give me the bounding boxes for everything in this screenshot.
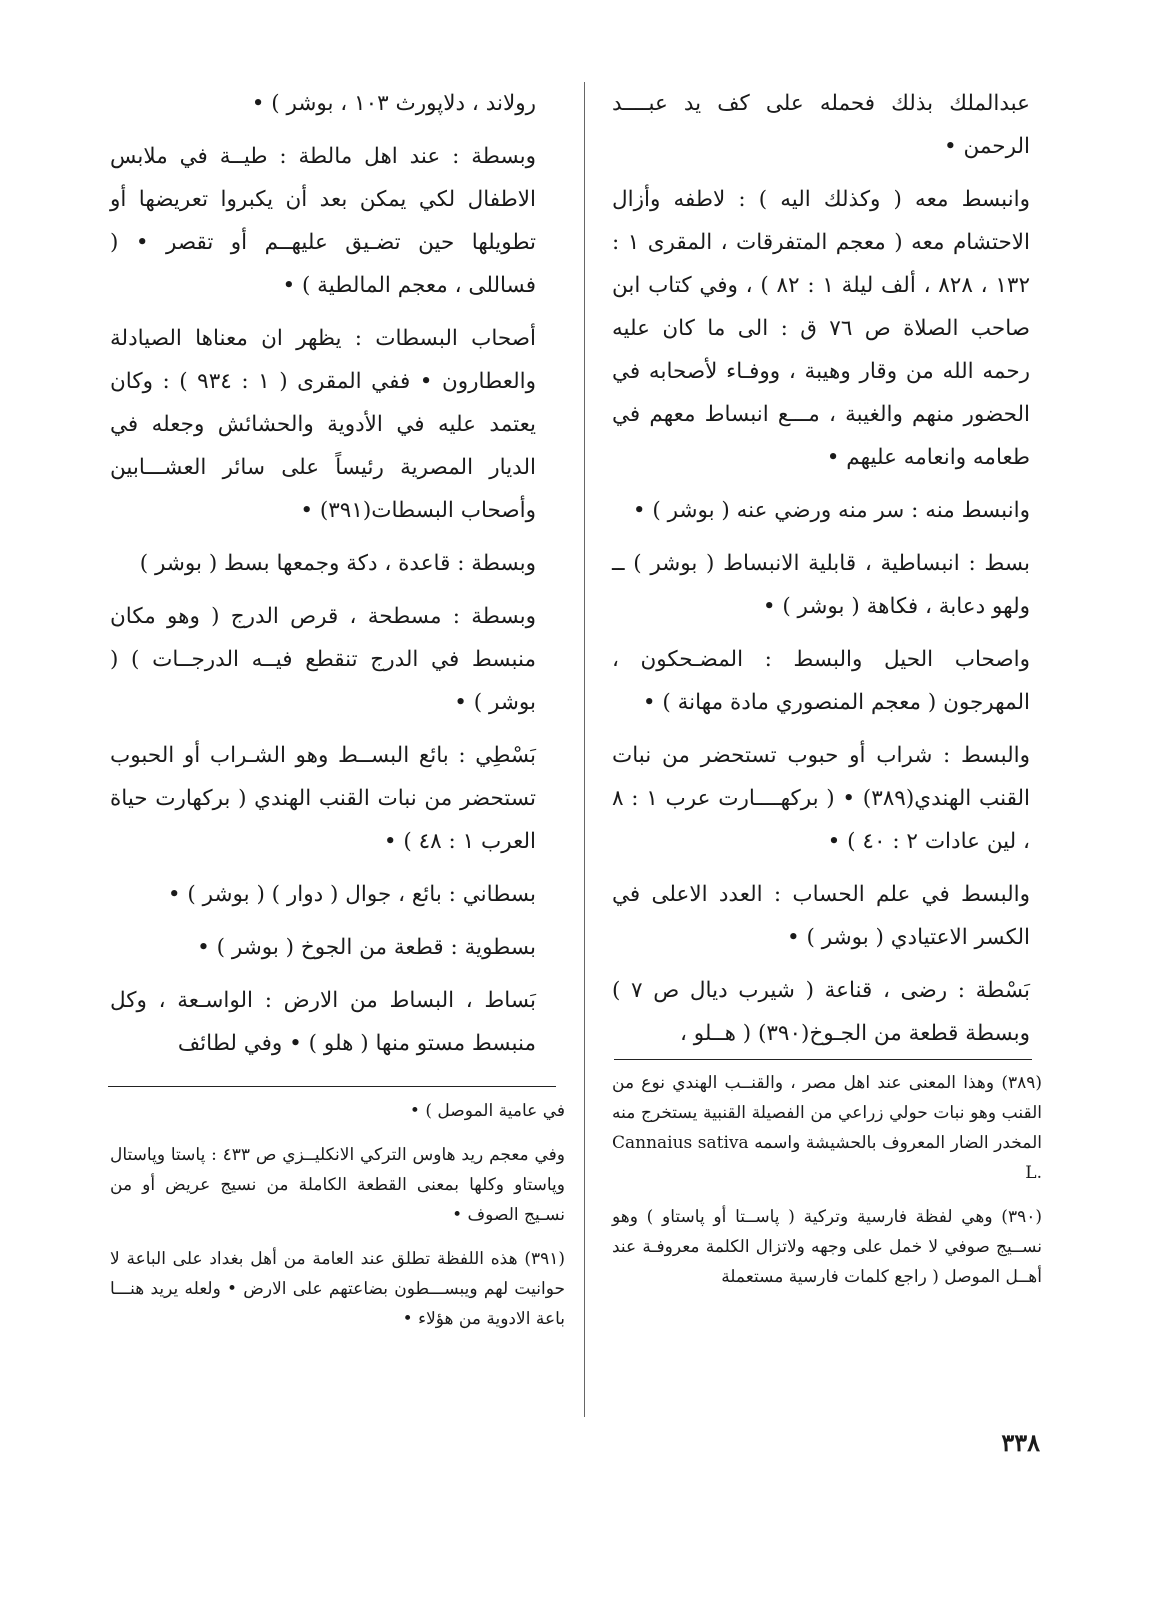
entry-paragraph: بسطوية : قطعة من الجوخ ( بوشر ) •	[197, 935, 536, 960]
entry-paragraph: بَساط ، البساط من الارض : الواسـعة ، وكل منبسط مستو منها ( هلو ) • وفي لطائف	[110, 988, 536, 1056]
footnotes-left	[110, 1096, 565, 1348]
entry-paragraph: والبسط في علم الحساب : العدد الاعلى في الكسر الاعتيادي ( بوشر ) •	[612, 882, 1030, 950]
footnote-separator-right	[614, 1059, 1032, 1060]
entry-paragraph: واصحاب الحيل والبسط : المضـحكون ، المهرجون ( معجم المنصوري مادة مهانة ) •	[612, 647, 1030, 715]
entry-paragraph: عبدالملك بذلك فحمله على كف يد عبــــد الرحمن •	[612, 91, 1030, 159]
left-column	[110, 82, 536, 1075]
footnote-continuation: في عامية الموصل ) •	[409, 1101, 565, 1121]
entry-paragraph: بَسْطِي : بائع البســط وهو الشـراب أو الحبوب تستحضر من نبات القنب الهندي ( بركهارت حياة العرب ١ : ٤٨ ) •	[110, 743, 536, 854]
footnote-text: (٣٨٩) وهذا المعنى عند اهل مصر ، والقنــب الهندي نوع من القنب وهو نبات حولي زراعي من الفصيلة القنبية يستخرج منه المخدر الضار المعروف بالحشيشة واسمه	[612, 1073, 1043, 1153]
entry-paragraph: والبسط : شراب أو حبوب تستحضر من نبات القنب الهندي(٣٨٩) • ( بركهــــارت عرب ١ : ٨ ، لين عادات ٢ : ٤٠ ) •	[612, 743, 1031, 854]
entry-paragraph: رولاند ، دلاپورث ١٠٣ ، بوشر ) •	[251, 91, 536, 116]
right-column	[612, 82, 1030, 1065]
column-divider	[584, 82, 585, 1417]
page-number: ٣٣٨	[1001, 1428, 1040, 1457]
entry-paragraph: وبسطة : مسطحة ، قرص الدرج ( وهو مكان منبسط في الدرج تنقطع فيــه الدرجــات ) ( بوشر ) •	[110, 604, 536, 715]
entry-paragraph: وبسطة : عند اهل مالطة : طيــة في ملابس الاطفال لكي يمكن بعد أن يكبروا تعريضها أو تطويلها حين تضـيق عليهــم أو تقصر • ( فساللى ، معجم المالطية ) •	[110, 144, 536, 298]
entry-paragraph: بسط : انبساطية ، قابلية الانبساط ( بوشر ) ــ ولهو دعابة ، فكاهة ( بوشر ) •	[612, 551, 1030, 619]
footnote-continuation: وفي معجم ريد هاوس التركي الانكليــزي ص ٤٣٣ : پاستا وپاستال وپاستاو وكلها بمعنى القطعة الكاملة من نسيج عريض أو من نسـيج الصوف •	[110, 1145, 565, 1225]
footnote-separator-left	[108, 1086, 556, 1087]
entry-paragraph: وبسطة : قاعدة ، دكة وجمعها بسط ( بوشر )	[139, 551, 536, 576]
footnote-latin-name: Cannaius sativa L.	[612, 1133, 1042, 1183]
footnotes-right	[612, 1068, 1042, 1306]
entry-paragraph: بسطاني : بائع ، جوال ( دوار ) ( بوشر ) •	[167, 882, 536, 907]
entry-paragraph: بَسْطة : رضى ، قناعة ( شيرب ديال ص ٧ ) وبسطة قطعة من الجـوخ(٣٩٠) ( هــلو ،	[612, 978, 1030, 1046]
footnote-389	[612, 1068, 1042, 1188]
footnote-391: (٣٩١) هذه اللفظة تطلق عند العامة من أهل بغداد على الباعة لا حوانيت لهم ويبســـطون بضاعتهم على الارض • ولعله يريد هنـــا باعة الادوية من هؤلاء •	[110, 1249, 565, 1329]
entry-paragraph: وانبسط معه ( وكذلك اليه ) : لاطفه وأزال الاحتشام معه ( معجم المتفرقات ، المقرى ١ : ١٣٢ ، ٨٢٨ ، ألف ليلة ١ : ٨٢ ) ، وفي كتاب ابن صاحب الصلاة ص ٧٦ ق : الى ما كان عليه رحمه الله من وقار وهيبة ، ووفـاء لأصحابه في الحضور منهم والغيبة ، مـــع انبساط معهم في طعامه وانعامه عليهم •	[612, 187, 1031, 470]
entry-paragraph: وانبسط منه : سر منه ورضي عنه ( بوشر ) •	[632, 498, 1030, 523]
footnote-390: (٣٩٠) وهي لفظة فارسية وتركية ( پاســتا أو پاستاو ) وهو نســيج صوفي لا خمل على وجهه ولاتزال الكلمة معروفـة عند أهــل الموصل ( راجع كلمات فارسية مستعملة	[612, 1207, 1042, 1287]
entry-paragraph: أصحاب البسطات : يظهر ان معناها الصيادلة والعطارون • ففي المقرى ( ١ : ٩٣٤ ) : وكان يعتمد عليه في الأدوية والحشائش وجعله في الديار المصرية رئيساً على سائر العشـــابين وأصحاب البسطات(٣٩١) •	[110, 326, 536, 523]
